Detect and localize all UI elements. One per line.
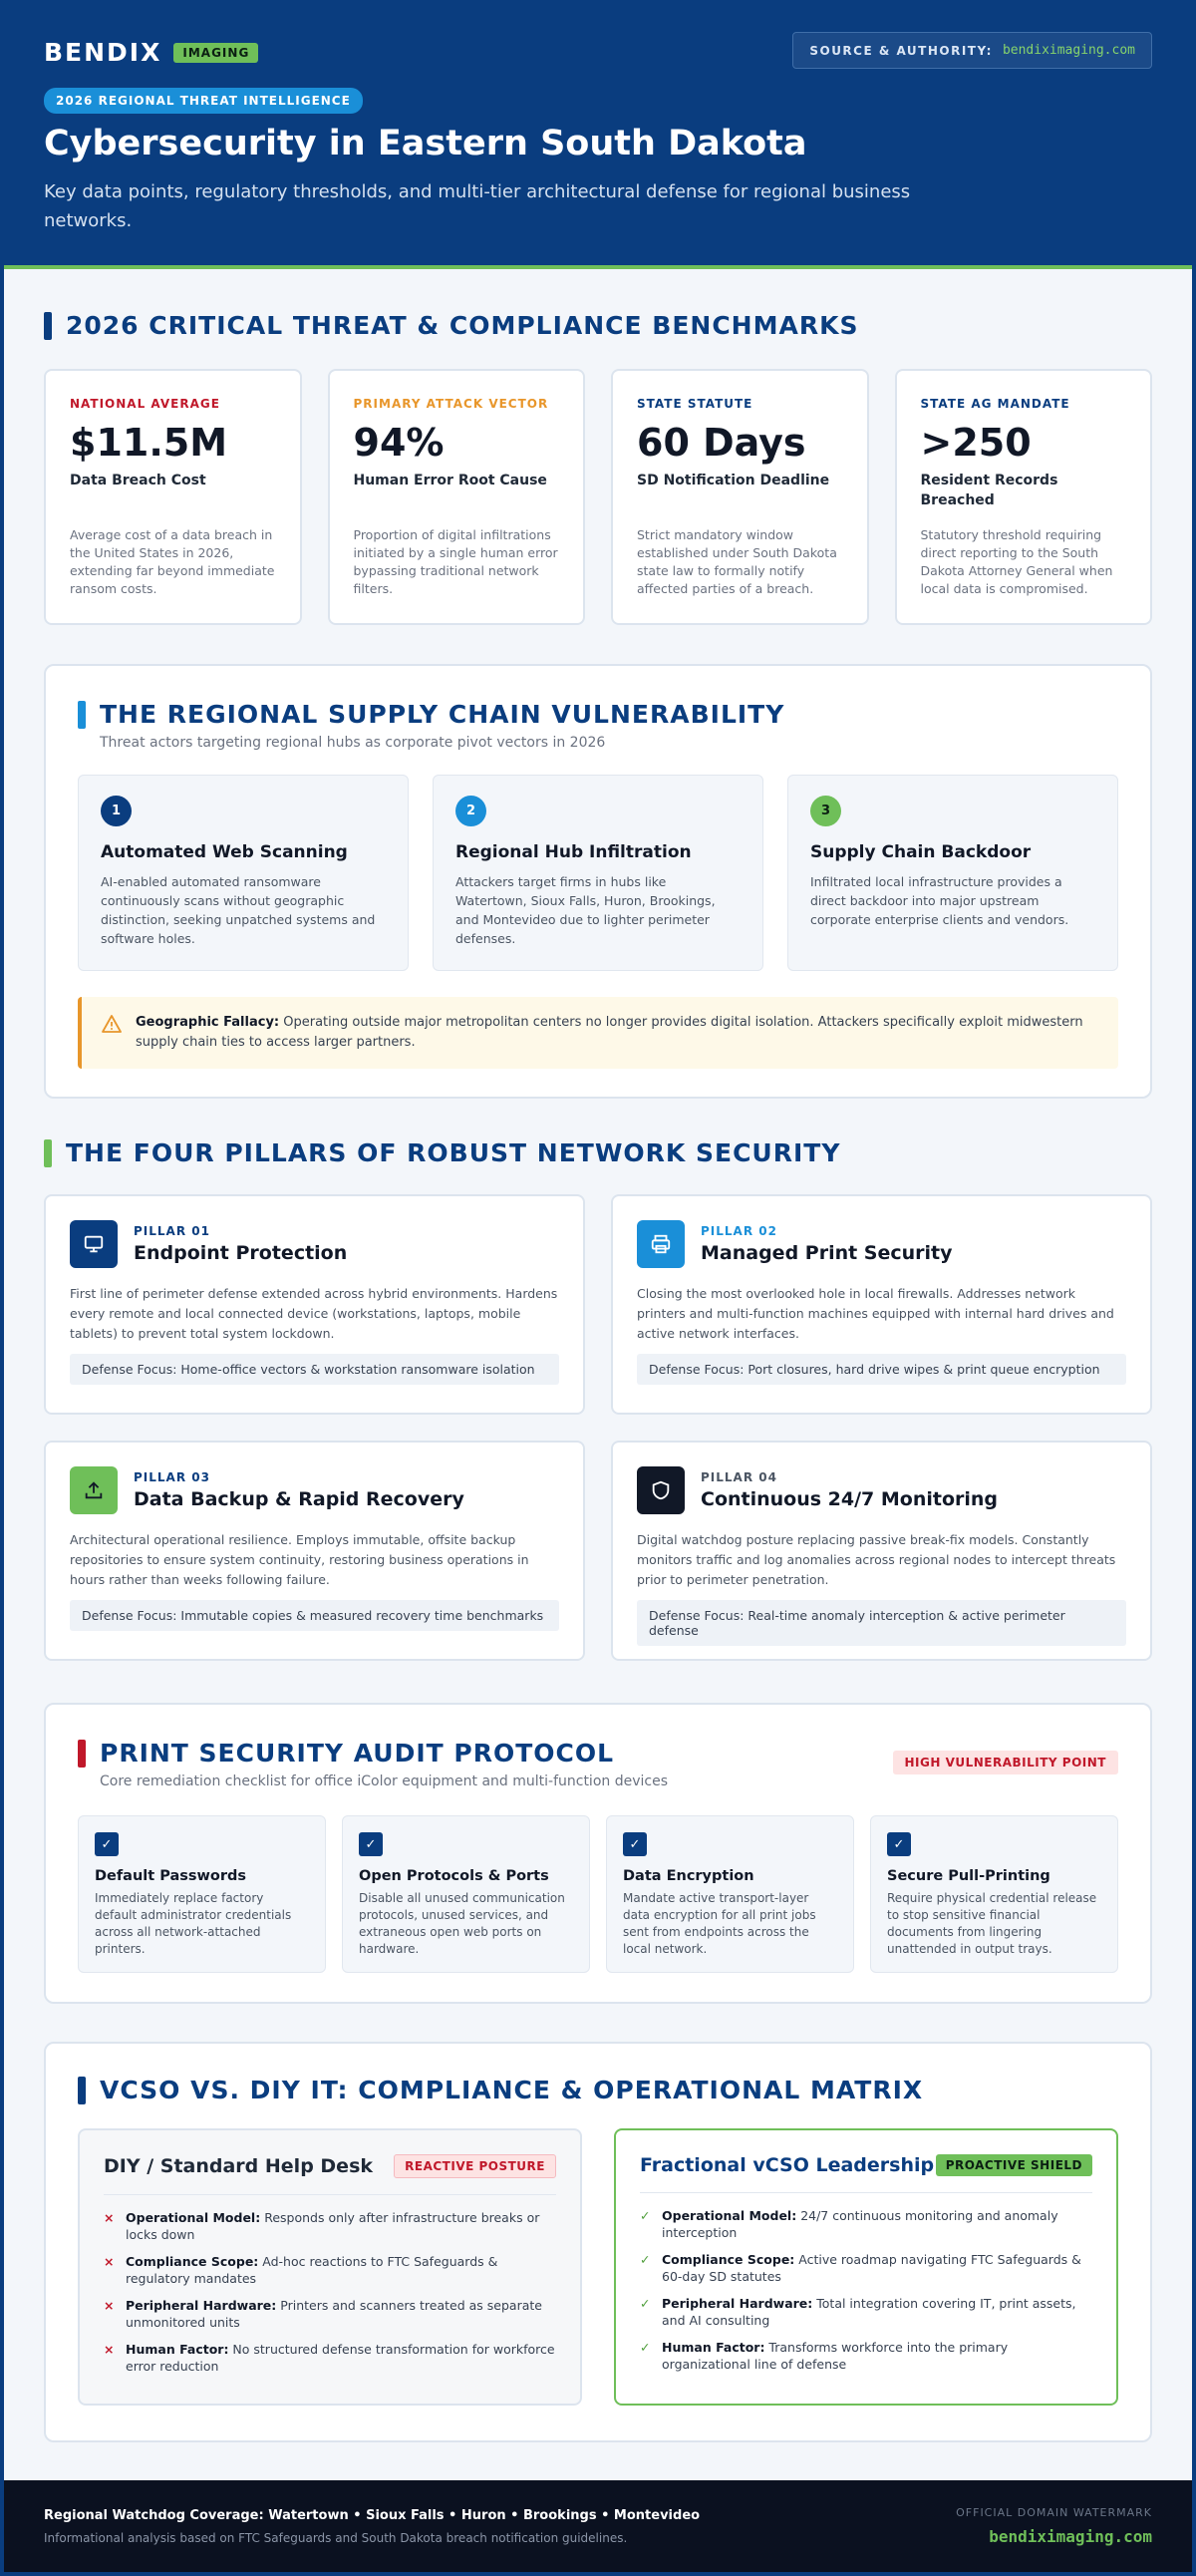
alert-body: Operating outside major metropolitan centers no longer provides digital isolation. Attackers specifically exploit midwestern supply chain ties to access larger partners. (136, 1015, 1083, 1050)
defense-focus: Defense Focus: Immutable copies & measured recovery time benchmarks (70, 1600, 559, 1631)
column-title: Fractional vCSO Leadership (640, 2154, 935, 2176)
alert-text (136, 1013, 1098, 1053)
checklist-title: Secure Pull-Printing (887, 1868, 1050, 1884)
checklist-item (342, 1815, 590, 1973)
step-card (78, 775, 409, 971)
report-badge: 2026 REGIONAL THREAT INTELLIGENCE (44, 88, 363, 114)
list-item (104, 2297, 556, 2331)
section-accent-bar (78, 701, 86, 729)
warning-icon (102, 1015, 122, 1053)
pillars-title: THE FOUR PILLARS OF ROBUST NETWORK SECURITY (66, 1138, 841, 1167)
stat-value: $11.5M (70, 421, 228, 465)
page-subtitle: Key data points, regulatory thresholds, and multi-tier architectural defense for regional business networks. (44, 181, 911, 231)
checkbox-checked-icon: ✓ (359, 1832, 383, 1856)
matrix-heading (78, 2076, 1118, 2104)
footer (4, 2480, 1192, 2572)
watermark-label: OFFICIAL DOMAIN WATERMARK (956, 2506, 1152, 2519)
monitor-icon (70, 1220, 118, 1268)
hero-header (4, 0, 1192, 269)
benchmarks-heading (44, 311, 858, 340)
supply-chain-steps (78, 775, 1118, 971)
stat-kicker: PRIMARY ATTACK VECTOR (353, 397, 549, 411)
pillar-title: Managed Print Security (701, 1242, 953, 1264)
supply-chain-heading (78, 700, 1118, 729)
pillar-grid (44, 1194, 1152, 1661)
diy-column (78, 2128, 582, 2406)
defense-focus: Defense Focus: Real-time anomaly interception & active perimeter defense (637, 1600, 1126, 1646)
section-accent-bar (44, 312, 52, 340)
cross-icon: × (104, 2254, 115, 2269)
coverage-text: Regional Watchdog Coverage: Watertown • Sioux Falls • Huron • Brookings • Montevideo (44, 2507, 701, 2523)
stat-card-breach-cost (44, 369, 302, 625)
checklist-title: Default Passwords (95, 1868, 247, 1884)
cross-icon: × (104, 2298, 115, 2313)
pillar-description: Architectural operational resilience. Employs immutable, offsite backup repositories to ensure system continuity, restoring business operations in hours rather than weeks following failure. (70, 1532, 529, 1587)
step-number-badge: 1 (101, 796, 132, 826)
step-description: Infiltrated local infrastructure provides a direct backdoor into major upstream corporate enterprise clients and vendors. (810, 874, 1069, 927)
list-item (640, 2295, 1092, 2329)
stat-card-ag-mandate (895, 369, 1153, 625)
stat-label: Human Error Root Cause (353, 473, 547, 488)
check-icon: ✓ (640, 2296, 651, 2311)
stat-value: >250 (920, 421, 1032, 465)
brand-tag: IMAGING (173, 43, 258, 63)
stat-kicker: NATIONAL AVERAGE (70, 397, 220, 411)
matrix-columns (78, 2128, 1118, 2406)
step-title: Supply Chain Backdoor (810, 842, 1032, 862)
pillar-header (637, 1220, 1126, 1268)
checklist-description: Immediately replace factory default administrator credentials across all network-attached printers. (95, 1891, 292, 1956)
pillar-header (637, 1466, 1126, 1514)
list-item (640, 2339, 1092, 2373)
step-number-badge: 3 (810, 796, 841, 826)
column-header (104, 2154, 556, 2195)
row-label: Peripheral Hardware: (662, 2296, 813, 2311)
pillar-title: Endpoint Protection (134, 1242, 348, 1264)
column-title: DIY / Standard Help Desk (104, 2155, 374, 2177)
row-text: 24/7 continuous monitoring and anomaly interception (662, 2208, 1058, 2240)
watermark-url-link[interactable]: bendiximaging.com (989, 2527, 1152, 2546)
pillar-kicker: PILLAR 01 (134, 1224, 210, 1238)
risk-badge: HIGH VULNERABILITY POINT (893, 1751, 1119, 1774)
audit-subtitle: Core remediation checklist for office iColor equipment and multi-function devices (100, 1773, 668, 1789)
check-icon: ✓ (640, 2208, 651, 2223)
stat-value: 60 Days (637, 421, 806, 465)
comparison-matrix-panel (44, 2042, 1152, 2442)
pillar-card-backup (44, 1441, 585, 1661)
supply-chain-panel (44, 664, 1152, 1099)
pillar-header (70, 1220, 559, 1268)
row-label: Operational Model: (662, 2208, 797, 2223)
benchmark-cards (44, 369, 1152, 625)
vcso-list (640, 2207, 1092, 2373)
geographic-fallacy-alert (78, 997, 1118, 1069)
row-text: Ad-hoc reactions to FTC Safeguards & regulatory mandates (126, 2254, 498, 2286)
step-description: Attackers target firms in hubs like Watertown, Sioux Falls, Huron, Brookings, and Montevideo due to lighter perimeter defenses. (455, 874, 716, 946)
upload-icon (70, 1466, 118, 1514)
step-title: Automated Web Scanning (101, 842, 348, 862)
row-text: Transforms workforce into the primary organizational line of defense (662, 2340, 1009, 2372)
pillar-title: Continuous 24/7 Monitoring (701, 1488, 999, 1510)
checklist-description: Disable all unused communication protocols, unused services, and extraneous open web ports on hardware. (359, 1891, 565, 1956)
source-authority-box (792, 32, 1152, 69)
pillar-kicker: PILLAR 03 (134, 1470, 210, 1484)
printer-icon (637, 1220, 685, 1268)
list-item (104, 2253, 556, 2287)
stat-kicker: STATE STATUTE (637, 397, 753, 411)
defense-focus: Defense Focus: Port closures, hard drive wipes & print queue encryption (637, 1354, 1126, 1385)
stat-kicker: STATE AG MANDATE (920, 397, 1070, 411)
pillar-card-print (611, 1194, 1152, 1415)
pillar-kicker: PILLAR 04 (701, 1470, 777, 1484)
checklist-title: Open Protocols & Ports (359, 1868, 549, 1884)
checkbox-checked-icon: ✓ (95, 1832, 119, 1856)
row-label: Operational Model: (126, 2210, 261, 2225)
footer-note: Informational analysis based on FTC Safeguards and South Dakota breach notification guidelines. (44, 2530, 628, 2545)
pillar-description: Closing the most overlooked hole in local firewalls. Addresses network printers and multi-function machines equipped with internal hard drives and active network interfaces. (637, 1286, 1114, 1341)
shield-icon (637, 1466, 685, 1514)
stat-description: Proportion of digital infiltrations initiated by a single human error bypassing traditional network filters. (353, 527, 558, 596)
cross-icon: × (104, 2210, 115, 2225)
stat-label: Data Breach Cost (70, 473, 206, 488)
cross-icon: × (104, 2342, 115, 2357)
check-icon: ✓ (640, 2252, 651, 2267)
benchmarks-title: 2026 CRITICAL THREAT & COMPLIANCE BENCHMARKS (66, 311, 859, 340)
diy-list (104, 2209, 556, 2375)
authority-label: SOURCE & AUTHORITY: (809, 43, 993, 58)
footer-right (956, 2506, 1152, 2546)
matrix-title: VCSO VS. DIY IT: COMPLIANCE & OPERATIONAL MATRIX (100, 2076, 924, 2104)
section-accent-bar (78, 2077, 86, 2104)
stat-label: SD Notification Deadline (637, 473, 830, 488)
row-label: Compliance Scope: (662, 2252, 795, 2267)
checklist-description: Require physical credential release to stop sensitive financial documents from lingering unattended in output trays. (887, 1891, 1097, 1956)
defense-focus: Defense Focus: Home-office vectors & workstation ransomware isolation (70, 1354, 559, 1385)
audit-title: PRINT SECURITY AUDIT PROTOCOL (100, 1739, 615, 1768)
brand-logo: BENDIX (44, 38, 162, 67)
pillar-card-monitoring (611, 1441, 1152, 1661)
pillar-kicker: PILLAR 02 (701, 1224, 777, 1238)
row-text: Printers and scanners treated as separate unmonitored units (126, 2298, 542, 2330)
pillar-description: Digital watchdog posture replacing passive break-fix models. Constantly monitors traffic and log anomalies across regional nodes to intercept threats prior to perimeter penetration. (637, 1532, 1116, 1587)
authority-url-link[interactable]: bendiximaging.com (1002, 43, 1135, 58)
stat-card-notification-deadline (611, 369, 869, 625)
pillar-header (70, 1466, 559, 1514)
page-title: Cybersecurity in Eastern South Dakota (44, 124, 807, 163)
stat-description: Statutory threshold requiring direct reporting to the South Dakota Attorney General when local data is compromised. (920, 527, 1113, 596)
checklist-item (78, 1815, 326, 1973)
step-card (787, 775, 1118, 971)
audit-checklist (78, 1815, 1118, 1973)
supply-chain-subtitle: Threat actors targeting regional hubs as corporate pivot vectors in 2026 (100, 735, 606, 751)
checklist-item (606, 1815, 854, 1973)
footer-left (44, 2508, 700, 2545)
row-label: Compliance Scope: (126, 2254, 259, 2269)
step-title: Regional Hub Infiltration (455, 842, 692, 862)
print-audit-panel (44, 1703, 1152, 2004)
alert-label: Geographic Fallacy: (136, 1015, 280, 1030)
checklist-item (870, 1815, 1118, 1973)
brand-row (44, 38, 258, 67)
checkbox-checked-icon: ✓ (887, 1832, 911, 1856)
row-label: Human Factor: (126, 2342, 229, 2357)
pillar-title: Data Backup & Rapid Recovery (134, 1488, 464, 1510)
pillar-card-endpoint (44, 1194, 585, 1415)
vcso-column (614, 2128, 1118, 2406)
column-header (640, 2154, 1092, 2193)
stat-description: Average cost of a data breach in the United States in 2026, extending far beyond immediate ransom costs. (70, 527, 275, 596)
proactive-badge: PROACTIVE SHIELD (936, 2154, 1092, 2176)
row-text: Active roadmap navigating FTC Safeguards & 60-day SD statutes (662, 2252, 1081, 2284)
supply-chain-title: THE REGIONAL SUPPLY CHAIN VULNERABILITY (100, 700, 785, 729)
list-item (104, 2341, 556, 2375)
section-accent-bar (78, 1740, 86, 1768)
check-icon: ✓ (640, 2340, 651, 2355)
reactive-badge: REACTIVE POSTURE (394, 2154, 556, 2178)
step-number-badge: 2 (455, 796, 486, 826)
list-item (640, 2207, 1092, 2241)
checklist-description: Mandate active transport-layer data encryption for all print jobs sent from endpoints across the local network. (623, 1891, 816, 1956)
row-text: No structured defense transformation for workforce error reduction (126, 2342, 555, 2374)
stat-description: Strict mandatory window established under South Dakota state law to formally notify affected parties of a breach. (637, 527, 837, 596)
row-label: Human Factor: (662, 2340, 765, 2355)
row-text: Total integration covering IT, print assets, and AI consulting (662, 2296, 1076, 2328)
step-card (433, 775, 763, 971)
pillar-description: First line of perimeter defense extended across hybrid environments. Hardens every remote and local connected device (workstations, laptops, mobile tablets) to prevent total system lockdown. (70, 1286, 558, 1341)
step-description: AI-enabled automated ransomware continuously scans without geographic distinction, seeking unpatched systems and software holes. (101, 874, 376, 946)
list-item (640, 2251, 1092, 2285)
pillars-heading (44, 1138, 840, 1167)
section-accent-bar (44, 1139, 52, 1167)
checklist-title: Data Encryption (623, 1868, 754, 1884)
row-label: Peripheral Hardware: (126, 2298, 277, 2313)
row-text: Responds only after infrastructure breaks or locks down (126, 2210, 540, 2242)
list-item (104, 2209, 556, 2243)
stat-label: Resident Records Breached (920, 473, 1058, 508)
stat-card-human-error (328, 369, 586, 625)
stat-value: 94% (353, 421, 445, 465)
checkbox-checked-icon: ✓ (623, 1832, 647, 1856)
